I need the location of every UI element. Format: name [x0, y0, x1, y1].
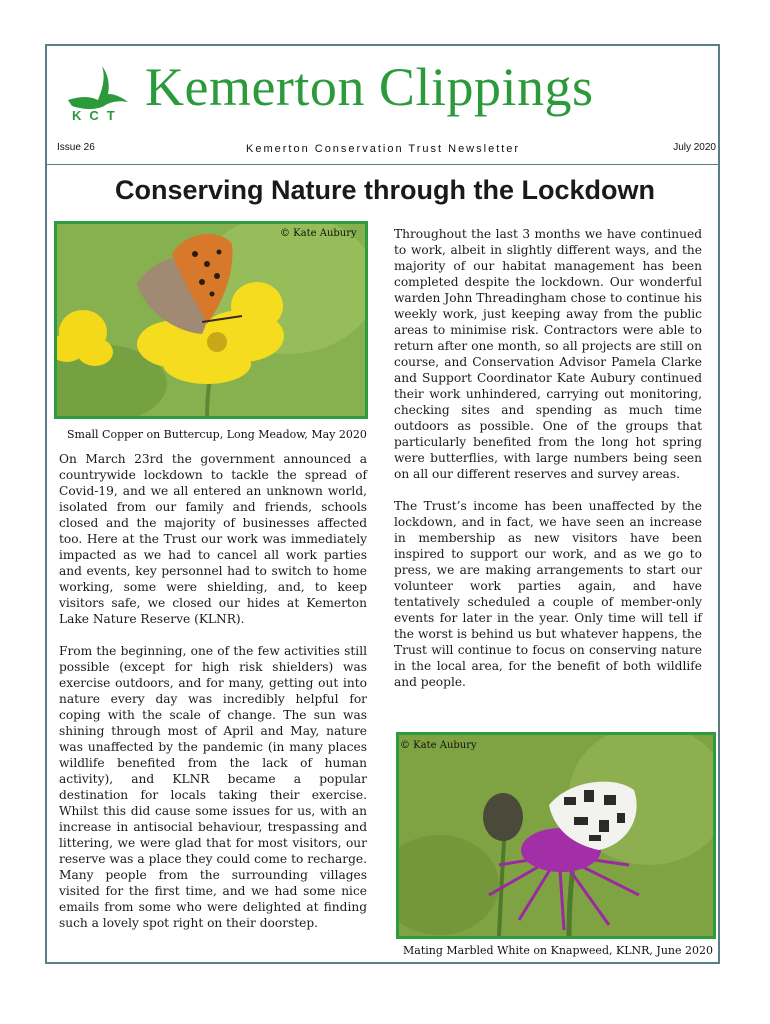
left-column	[59, 451, 367, 931]
left-paragraph-1: On March 23rd the government announced a countrywide lockdown to tackle the spread of Covid-19, and we all entered an unknown world, isolated from our family and friends, schools closed and the majority of businesses affected too. Here at the Trust our work was immediately impacted as we had to cancel all work parties and events, key personnel had to switch to home working, some were shielding, and, to keep visitors safe, we closed our hides at Kemerton Lake Nature Reserve (KLNR).	[59, 452, 367, 626]
photo2-caption: Mating Marbled White on Knapweed, KLNR, June 2020	[403, 944, 713, 957]
issue-date: July 2020	[673, 142, 716, 153]
butterfly-on-buttercup-photo-icon	[57, 224, 365, 416]
left-paragraph-2: From the beginning, one of the few activities still possible (except for high risk shielders) was exercise outdoors, and for many, getting out into nature every day was incredibly helpful for coping with the scale of change. The sun was shining through most of April and May, nature was unaffected by the pandemic (in many places wildlife benefited from the lack of human activity), and KLNR became a popular destination for locals taking their exercise. Whilst this did cause some issues for us, with an increase in antisocial behaviour, trespassing and littering, we were glad that for most visitors, our reserve was a place they could come to recharge. Many people from the surrounding villages visited for the first time, and we had some nice emails from some who were delighted at finding such a lovely spot right on their doorstep.	[59, 644, 367, 930]
photo2-credit: © Kate Aubury	[400, 740, 477, 751]
logo-letters: KCT	[72, 108, 123, 123]
photo1-credit: © Kate Aubury	[280, 228, 357, 239]
photo-marbled-white	[396, 732, 716, 939]
right-paragraph-2: The Trust’s income has been unaffected by the lockdown, and in fact, we have seen an increase in membership as new visitors have been inspired to support our work, and as we go to press, we are making arrangements to start our volunteer work parties again, and have tentatively scheduled a couple of member-only events for later in the year. Only time will tell if the worst is behind us but whatever happens, the Trust will continue to focus on conserving nature in the local area, for the benefit of both wildlife and people.	[394, 499, 702, 689]
right-paragraph-1: Throughout the last 3 months we have continued to work, albeit in slightly different ways, and the majority of our habitat management has been completed despite the lockdown. Our wonderful warden John Threadingham chose to continue his weekly work, just keeping away from the public areas to minimise risk. Contractors were able to return after one month, so all projects are still on course, and Conservation Advisor Pamela Clarke and Support Coordinator Kate Aubury continued their work unhindered, carrying out monitoring, checking sites and spending as much time outdoors as possible. One of the groups that particularly benefited from the long hot spring were butterflies, with large numbers being seen on all our different reserves and survey areas.	[394, 227, 702, 481]
photo-small-copper	[54, 221, 368, 419]
photo1-caption: Small Copper on Buttercup, Long Meadow, May 2020	[67, 428, 367, 441]
article-headline: Conserving Nature through the Lockdown	[114, 175, 655, 205]
newsletter-subtitle: Kemerton Conservation Trust Newsletter	[246, 143, 521, 155]
right-column	[394, 226, 702, 690]
marbled-white-on-knapweed-photo-icon	[399, 735, 713, 936]
masthead-title: Kemerton Clippings	[145, 57, 594, 117]
issue-number: Issue 26	[57, 142, 95, 153]
header-divider	[47, 164, 718, 165]
